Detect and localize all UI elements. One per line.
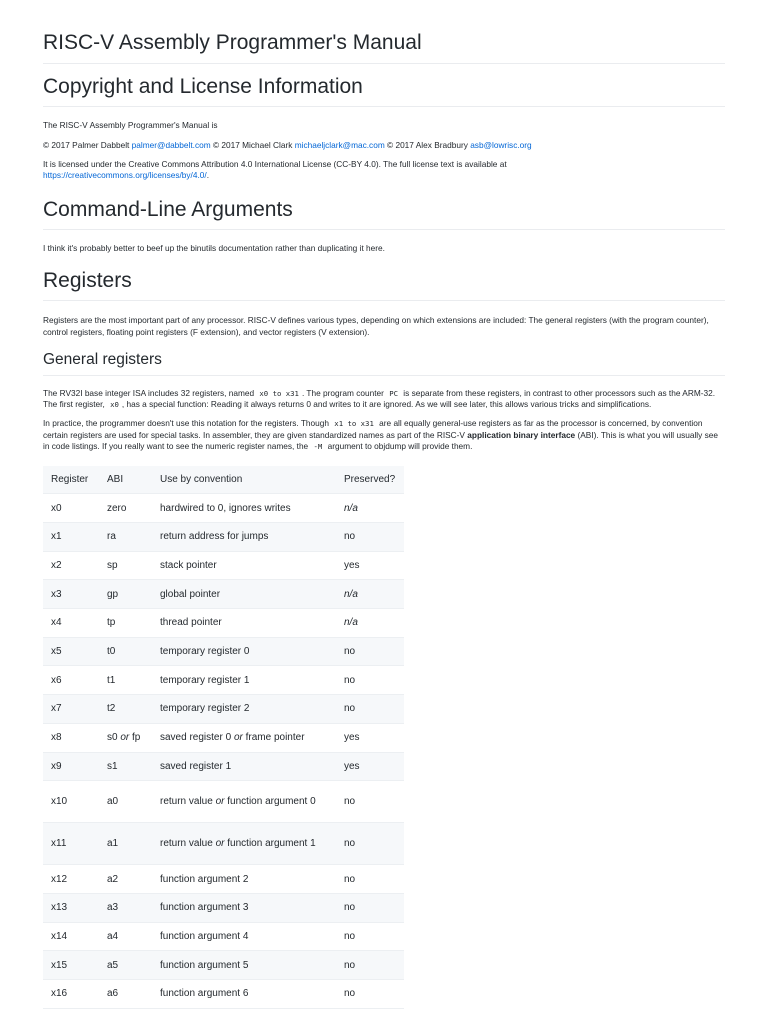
cell-use: return address for jumps: [152, 523, 336, 552]
cell-use: function argument 6: [152, 979, 336, 1008]
abi-term: application binary interface: [467, 429, 576, 440]
cell-register: x13: [43, 893, 99, 922]
cell-register: x11: [43, 823, 99, 865]
p2-code-1: x1 to x31: [334, 419, 374, 429]
cell-use: function argument 3: [152, 893, 336, 922]
use-alternate: function argument 1: [227, 838, 316, 850]
register-table: [43, 466, 404, 1008]
cell-abi: a2: [99, 865, 152, 894]
cell-register: x16: [43, 979, 99, 1008]
cell-use: function argument 4: [152, 922, 336, 951]
license-text: It is licensed under the Creative Commons Attribution 4.0 International License (CC-BY 4.0). The full license text is available at: [43, 158, 507, 169]
cell-preserved: no: [336, 951, 404, 980]
use-alternate: function argument 0: [227, 796, 316, 808]
cell-preserved: no: [336, 666, 404, 695]
col-header-abi: ABI: [99, 466, 152, 494]
cell-register: x5: [43, 637, 99, 666]
cell-preserved: no: [336, 781, 404, 823]
table-row: [43, 609, 404, 638]
cell-preserved: no: [336, 523, 404, 552]
table-row: [43, 781, 404, 823]
table-row: [43, 922, 404, 951]
table-row: [43, 494, 404, 523]
cell-abi: zero: [99, 494, 152, 523]
cell-abi: a6: [99, 979, 152, 1008]
col-header-preserved: Preserved?: [336, 466, 404, 494]
cell-register: x8: [43, 723, 99, 752]
use-primary: return value: [160, 838, 213, 850]
general-registers-heading: General registers: [43, 351, 725, 376]
cell-preserved: yes: [336, 723, 404, 752]
table-row: [43, 979, 404, 1008]
p1-text-4: , has a special function: Reading it always returns 0 and writes to it are ignored. As we will see later, this allows various tricks and simplifications.: [121, 399, 652, 410]
register-table-body: [43, 494, 404, 1008]
cell-preserved: n/a: [336, 609, 404, 638]
general-paragraph-2: [43, 418, 725, 452]
cell-use: stack pointer: [152, 551, 336, 580]
table-row: [43, 523, 404, 552]
cell-use: saved register 1: [152, 752, 336, 781]
cell-abi: ra: [99, 523, 152, 552]
cell-register: x7: [43, 695, 99, 724]
p1-text-2: . The program counter: [301, 387, 387, 398]
cell-abi: [99, 723, 152, 752]
copyright-intro: The RISC-V Assembly Programmer's Manual is: [43, 120, 218, 131]
cell-register: x2: [43, 551, 99, 580]
cell-preserved: yes: [336, 551, 404, 580]
cell-abi: s1: [99, 752, 152, 781]
or-word: or: [120, 732, 130, 744]
cell-preserved: no: [336, 823, 404, 865]
license-paragraph: [43, 159, 573, 182]
use-primary: saved register 0: [160, 732, 232, 744]
use-alternate: frame pointer: [245, 732, 305, 744]
table-row: [43, 666, 404, 695]
cell-register: x15: [43, 951, 99, 980]
author-3-email-link[interactable]: asb@lowrisc.org: [470, 139, 532, 150]
cell-use: [152, 723, 336, 752]
cell-abi: a0: [99, 781, 152, 823]
cell-use: global pointer: [152, 580, 336, 609]
license-end: .: [206, 170, 210, 181]
table-row: [43, 865, 404, 894]
cell-abi: a1: [99, 823, 152, 865]
cell-abi: t1: [99, 666, 152, 695]
or-word: or: [215, 796, 225, 808]
cell-abi: gp: [99, 580, 152, 609]
use-primary: return value: [160, 796, 213, 808]
table-row: [43, 752, 404, 781]
col-header-register: Register: [43, 466, 99, 494]
table-row: [43, 951, 404, 980]
license-url-link[interactable]: https://creativecommons.org/licenses/by/4.0/: [43, 170, 207, 181]
p2-text-2: are all equally general-use registers as far as the processor is concerned, by convention certain registers are used for special tasks. In assembler, they are given standardized names as part of the RISC-V: [43, 418, 703, 440]
cell-register: x9: [43, 752, 99, 781]
p1-code-1: x0 to x31: [259, 388, 299, 398]
cell-use: function argument 2: [152, 865, 336, 894]
cell-abi: a4: [99, 922, 152, 951]
cell-preserved: no: [336, 893, 404, 922]
p1-text-3: is separate from these registers, in contrast to other processors such as the ARM-32. The first register,: [43, 387, 716, 410]
cli-heading: Command-Line Arguments: [43, 197, 725, 230]
cell-abi: t0: [99, 637, 152, 666]
p2-text-3: (ABI). This is what you will usually see in code listings. If you really want to see the numeric register names, the: [43, 429, 718, 452]
or-word: or: [233, 732, 243, 744]
cell-preserved: n/a: [336, 580, 404, 609]
cell-abi: sp: [99, 551, 152, 580]
cell-register: x6: [43, 666, 99, 695]
author-2-text: © 2017 Michael Clark: [210, 139, 295, 150]
table-row: [43, 893, 404, 922]
author-1-text: © 2017 Palmer Dabbelt: [43, 139, 132, 150]
cell-use: [152, 781, 336, 823]
p1-code-2: PC: [389, 388, 398, 398]
cell-register: x4: [43, 609, 99, 638]
cli-text: I think it's probably better to beef up the binutils documentation rather than duplicating it here.: [43, 242, 385, 253]
p2-text-4: argument to objdump will provide them.: [325, 441, 473, 452]
cell-use: hardwired to 0, ignores writes: [152, 494, 336, 523]
cell-use: temporary register 0: [152, 637, 336, 666]
cell-abi: a5: [99, 951, 152, 980]
registers-text: Registers are the most important part of any processor. RISC-V defines various types, depending on which extensions are included: The general registers (with the program counter), control registers, floating point registers (F extension), and vector registers (V extension).: [43, 315, 709, 337]
cell-preserved: no: [336, 865, 404, 894]
registers-heading: Registers: [43, 268, 725, 301]
cell-use: temporary register 2: [152, 695, 336, 724]
page-title: RISC-V Assembly Programmer's Manual: [43, 30, 725, 64]
table-row: [43, 580, 404, 609]
cell-register: x14: [43, 922, 99, 951]
cell-preserved: no: [336, 637, 404, 666]
or-word: or: [215, 838, 225, 850]
author-2-email-link[interactable]: michaeljclark@mac.com: [294, 139, 385, 150]
cell-preserved: no: [336, 695, 404, 724]
table-row: [43, 723, 404, 752]
cell-use: thread pointer: [152, 609, 336, 638]
table-header-row: [43, 466, 404, 494]
p1-text-1: The RV32I base integer ISA includes 32 registers, named: [43, 387, 257, 398]
cell-register: x10: [43, 781, 99, 823]
cell-register: x12: [43, 865, 99, 894]
authors-line: [43, 140, 725, 151]
p2-text-1: In practice, the programmer doesn't use this notation for the registers. Though: [43, 418, 332, 429]
table-row: [43, 695, 404, 724]
general-paragraph-1: [43, 388, 725, 411]
cell-register: x1: [43, 523, 99, 552]
table-row: [43, 551, 404, 580]
cell-use: temporary register 1: [152, 666, 336, 695]
abi-primary: s0: [107, 732, 118, 744]
cell-preserved: no: [336, 922, 404, 951]
p1-code-3: x0: [110, 400, 119, 410]
author-1-email-link[interactable]: palmer@dabbelt.com: [131, 139, 211, 150]
cell-register: x3: [43, 580, 99, 609]
col-header-use: Use by convention: [152, 466, 336, 494]
cell-abi: t2: [99, 695, 152, 724]
cell-use: function argument 5: [152, 951, 336, 980]
copyright-heading: Copyright and License Information: [43, 74, 725, 107]
cell-preserved: yes: [336, 752, 404, 781]
cell-abi: a3: [99, 893, 152, 922]
cell-use: [152, 823, 336, 865]
cell-register: x0: [43, 494, 99, 523]
p2-code-2: -M: [313, 442, 323, 452]
cell-abi: tp: [99, 609, 152, 638]
cell-preserved: n/a: [336, 494, 404, 523]
table-row: [43, 823, 404, 865]
author-3-text: © 2017 Alex Bradbury: [384, 139, 471, 150]
abi-alias: fp: [132, 732, 141, 744]
cell-preserved: no: [336, 979, 404, 1008]
table-row: [43, 637, 404, 666]
